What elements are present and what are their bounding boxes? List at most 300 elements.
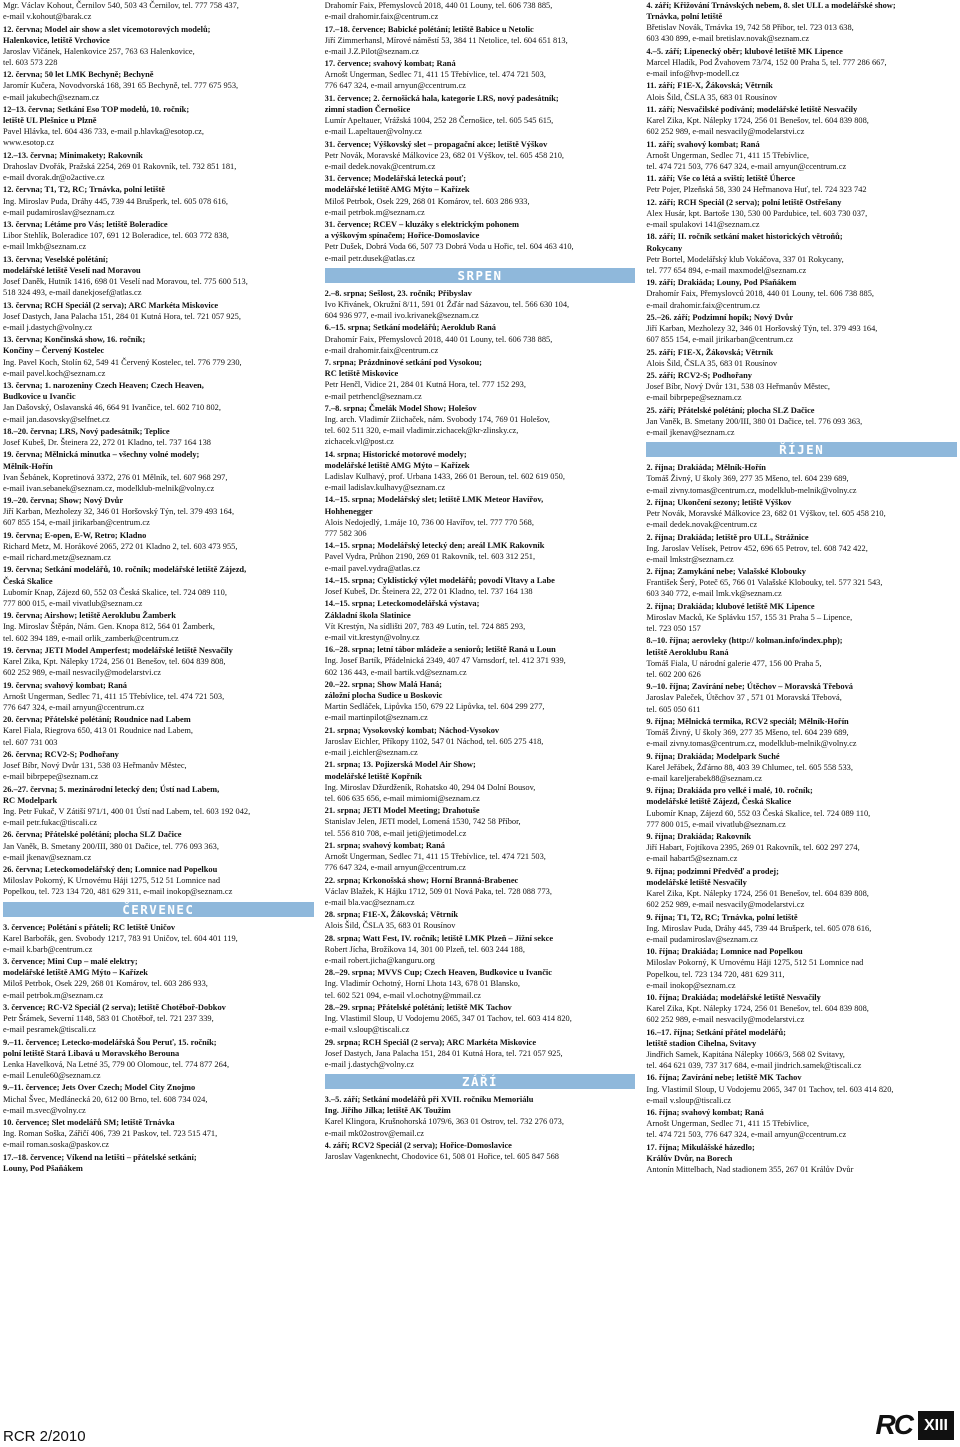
event-contact: Vít Krestýn, Na sídlišti 207, 783 49 Lutín, tel. 724 885 293, xyxy=(324,621,526,631)
event-heading: 25. září; RCV2-S; Podhořany xyxy=(646,371,752,381)
event-entry xyxy=(325,24,636,57)
event-entry xyxy=(325,967,636,1000)
event-contact: e-mail roman.soska@paskov.cz xyxy=(3,1140,110,1150)
event-heading: 11. září; Vše co létá a sviští; letiště Úherce xyxy=(646,174,796,184)
event-entry xyxy=(3,219,314,252)
event-heading: 12. června; 50 let LMK Bechyně; Bechyně xyxy=(3,70,154,80)
event-entry xyxy=(3,150,314,183)
event-contact: e-mail m.svec@volny.cz xyxy=(3,1105,86,1115)
event-contact: e-mail k.barb@centrum.cz xyxy=(3,944,93,954)
event-contact: 776 647 324, e-mail arnyun@ccentrum.cz xyxy=(3,702,145,712)
event-contact: Marcel Hladík, Pod Žvahovem 73/74, 152 00 Praha 5, tel. 777 286 667, xyxy=(646,57,887,67)
event-contact: tel. 602 511 320, e-mail vladimir.zichacek@kr-zlinsky.cz, xyxy=(324,426,519,436)
event-heading: Trnávka, polní letiště xyxy=(646,12,723,22)
event-heading: 9.–11. července; Jets Over Czech; Model City Znojmo xyxy=(3,1083,196,1093)
event-contact: Alois Šild, ČSLA 35, 683 01 Rousínov xyxy=(646,358,778,368)
event-heading: 19. června; JETI Model Amperfest; modelářské letiště Nesvačily xyxy=(3,645,233,655)
event-heading: Končiny – Červený Kostelec xyxy=(3,346,105,356)
event-heading: 31. července; Výškovský slet – propagační akce; letiště Výškov xyxy=(324,139,548,149)
event-contact: e-mail v.sloup@tiscali.cz xyxy=(324,1025,410,1035)
event-entry xyxy=(3,254,314,299)
event-contact: Jan Dašovský, Oslavanská 46, 664 91 Ivančice, tel. 602 710 802, xyxy=(3,403,221,413)
event-entry xyxy=(325,139,636,172)
event-entry xyxy=(3,530,314,563)
event-contact: e-mail kareljerabek88@seznam.cz xyxy=(646,773,762,783)
event-heading: 26.–27. června; 5. mezinárodní letecký den; Ústí nad Labem, xyxy=(3,784,220,794)
event-contact: 607 855 154, e-mail jirikarban@centrum.cz xyxy=(3,518,150,528)
event-entry xyxy=(325,1037,636,1070)
event-contact: e-mail bibrpepe@seznam.cz xyxy=(646,393,742,403)
event-entry xyxy=(646,1072,957,1105)
event-contact: e-mail v.sloup@tiscali.cz xyxy=(646,1095,731,1105)
event-heading: 13. června; 1. narozeniny Czech Heaven; Czech Heaven, xyxy=(3,381,204,391)
event-heading: Hohhenegger xyxy=(324,506,373,516)
event-entry xyxy=(325,403,636,448)
event-contact: Miloslav Pokorný, K Urnovému Háji 1275, 512 51 Lomnice nad xyxy=(3,876,221,886)
event-contact: Ing. Vlastimil Sloup, U Vodojemu 2065, 347 01 Tachov, tel. 603 414 820, xyxy=(646,1084,894,1094)
event-contact: Václav Blažek, K Hájku 1712, 509 01 Nová Paka, tel. 728 088 773, xyxy=(324,886,552,896)
event-entry xyxy=(3,680,314,713)
event-contact: tel. 777 654 894, e-mail maxmodel@seznam.cz xyxy=(646,265,807,275)
event-contact: Arnošt Ungerman, Sedlec 71, 411 15 Třebívlice, tel. 474 721 503, xyxy=(324,852,546,861)
event-heading: 18. září; II. ročník setkání maket historických větroňů; xyxy=(646,232,843,242)
event-heading: RC letiště Miskovice xyxy=(324,369,399,379)
event-heading: 21. srpna; JETI Model Meeting; Drahotuše xyxy=(324,806,480,816)
event-contact: Drahomír Faix, Přemyslovců 2018, 440 01 Louny, tel. 606 738 885, xyxy=(646,289,874,299)
event-entry xyxy=(646,104,957,137)
event-entry xyxy=(325,357,636,402)
event-entry xyxy=(646,46,957,79)
event-contact: e-mail petrhencl@seznam.cz xyxy=(324,391,422,401)
event-contact: Karel Zika, Kpt. Nálepky 1724, 256 01 Benešov, tel. 604 839 808, xyxy=(646,889,869,899)
event-entry xyxy=(3,956,314,1001)
event-contact: Petr Novák, Moravské Málkovice 23, 682 01 Výškov, tel. 605 458 210, xyxy=(646,509,886,518)
event-entry xyxy=(3,714,314,747)
event-heading: 2. října; Ukončení sezony; letiště Výškov xyxy=(646,497,792,507)
event-contact: 602 252 989, e-mail nesvacily@modelarstvi.cz xyxy=(3,668,161,678)
event-contact: Jan Vaněk, B. Smetany 200/III, 380 01 Dačice, tel. 776 093 363, xyxy=(3,841,219,851)
event-contact: Karel Fiala, Riegrova 650, 413 01 Roudnice nad Labem, xyxy=(3,726,194,736)
event-heading: 12–13. června; Setkání Eso TOP modelů, 10. ročník; xyxy=(3,104,190,114)
event-contact: tel. 606 635 656, e-mail mimiomi@seznam.cz xyxy=(324,793,480,803)
event-entry xyxy=(3,1082,314,1115)
event-entry xyxy=(325,173,636,218)
event-entry xyxy=(646,347,957,369)
event-contact: e-mail ivan.sebanek@seznam.cz, modelklub-melnik@volny.cz xyxy=(3,483,215,493)
event-heading: 11. září; svahový kombat; Raná xyxy=(646,139,760,149)
event-contact: 604 936 977, e-mail ivo.krivanek@seznam.cz xyxy=(324,311,479,321)
event-entry xyxy=(325,725,636,758)
event-heading: 20.–22. srpna; Show Malá Haná; xyxy=(324,679,442,689)
event-heading: Ing. Jiřího Jílka; letiště AK Toužim xyxy=(324,1106,451,1116)
event-contact: e-mail v.kohout@barak.cz xyxy=(3,12,92,22)
event-contact: e-mail pavel.vydra@atlas.cz xyxy=(324,563,421,573)
event-entry xyxy=(3,1152,314,1174)
event-entry xyxy=(3,1002,314,1035)
event-contact: tel. 464 621 039, 737 317 684, e-mail jindrich.samek@tiscali.cz xyxy=(646,1061,862,1071)
event-contact: Jiří Zimmerhansl, Mírové náměstí 53, 384 11 Netolice, tel. 604 651 813, xyxy=(324,35,568,45)
event-contact: e-mail pudamiroslav@seznam.cz xyxy=(646,934,758,944)
event-entry xyxy=(646,1027,957,1072)
column-1 xyxy=(3,0,314,1400)
event-contact: e-mail info@hvp-modell.cz xyxy=(646,69,740,79)
event-contact: e-mail jkenav@seznam.cz xyxy=(3,852,92,862)
event-contact: Petr Henčl, Vidice 21, 284 01 Kutná Hora, tel. 777 152 293, xyxy=(324,380,526,390)
event-heading: 19. června; svahový kombat; Raná xyxy=(3,680,127,690)
event-contact: Ing. arch. Vladimír Ziichaček, nám. Svobody 174, 769 01 Holešov, xyxy=(324,415,550,424)
event-entry xyxy=(3,104,314,149)
event-contact: Josef Bíbr, Nový Dvůr 131, 538 03 Heřmanův Městec, xyxy=(3,761,187,771)
event-heading: 12.–13. června; Minimakety; Rakovník xyxy=(3,150,143,160)
event-contact: Jiří Karban, Mezholezy 32, 346 01 Horšovský Týn, tel. 379 493 164, xyxy=(3,507,235,517)
event-heading: 7.–8. srpna; Čmelák Model Show; Holešov xyxy=(324,403,477,413)
event-heading: 28. srpna; Watt Fest, IV. ročník; letiště LMK Plzeň – Jižní sekce xyxy=(324,933,554,943)
event-contact: e-mail petr.dusek@atlas.cz xyxy=(324,253,415,263)
event-contact: Pavel Hlávka, tel. 604 436 733, e-mail p.hlavka@esotop.cz, xyxy=(3,127,204,137)
event-heading: 19. června; Airshow; letiště Aeroklubu Žamberk xyxy=(3,611,176,621)
event-contact: Josef Daněk, Hutník 1416, 698 01 Veselí nad Moravou, tel. 775 600 513, xyxy=(3,277,248,287)
event-contact: e-mail Lenule60@seznam.cz xyxy=(3,1071,101,1081)
event-entry xyxy=(646,231,957,276)
event-heading: 29. srpna; RCH Speciál (2 serva); ARC Markéta Miskovice xyxy=(324,1037,537,1047)
event-contact: Jaroslav Eichler, Příkopy 1102, 547 01 Náchod, tel. 605 275 418, xyxy=(324,736,544,746)
event-contact: Jiří Karban, Mezholezy 32, 346 01 Horšovský Týn, tel. 379 493 164, xyxy=(646,324,878,334)
event-heading: 7. srpna; Prázdninové setkání pod Vysokou; xyxy=(324,358,482,368)
event-contact: Drahomír Faix, Přemyslovců 2018, 440 01 Louny, tel. 606 738 885, xyxy=(324,334,553,344)
event-heading: Budkovice u Ivančic xyxy=(3,392,76,402)
event-heading: 9. října; podzimní Předvěď a prodej; xyxy=(646,866,779,876)
event-heading: 10. července; Slet modelářů SM; letiště Trnávka xyxy=(3,1118,175,1128)
event-contact: e-mail petrbok.m@seznam.cz xyxy=(3,990,104,1000)
event-contact: Karel Zika, Kpt. Nálepky 1724, 256 01 Benešov, tel. 604 839 808, xyxy=(3,657,226,667)
event-entry xyxy=(325,575,636,597)
event-contact: Arnošt Ungerman, Sedlec 71, 411 15 Třebívlice, tel. 474 721 503, xyxy=(324,70,546,80)
event-contact: Jaroslav Paleček, Útěchov 37 , 571 01 Moravská Třebová, xyxy=(646,693,842,703)
event-contact: Arnošt Ungerman, Sedlec 71, 411 15 Třebívlice, xyxy=(646,1119,809,1129)
event-entry xyxy=(3,829,314,862)
event-contact: Jaromír Kučera, Novodvorská 168, 391 65 Bechyně, tel. 777 675 953, xyxy=(3,81,239,91)
event-contact: e-mail inokop@seznam.cz xyxy=(646,980,736,990)
event-contact: Břetislav Novák, Trnávka 19, 742 58 Příbor, tel. 723 013 638, xyxy=(646,23,854,33)
event-heading: polní letiště Stará Libavá u Moravského Berouna xyxy=(3,1048,180,1058)
event-heading: 17.–18. července; Babické polétání; letiště Babice u Netolic xyxy=(324,24,534,34)
event-heading: 25.–26. září; Podzimní hopík; Nový Dvůr xyxy=(646,312,794,322)
event-contact: Miloslav Pokorný, K Urnovému Háji 1275, 512 51 Lomnice nad xyxy=(646,958,864,968)
event-heading: 21. srpna; Vysokovský kombat; Náchod-Vysokov xyxy=(324,725,500,735)
event-entry xyxy=(325,909,636,931)
event-contact: Drahomír Faix, Přemyslovců 2018, 440 01 Louny, tel. 606 738 885, xyxy=(324,1,553,10)
event-entry xyxy=(3,69,314,102)
event-entry xyxy=(646,566,957,599)
event-heading: Rokycany xyxy=(646,243,683,253)
event-contact: tel. 602 521 094, e-mail vl.ochotny@mmail.cz xyxy=(324,990,482,1000)
event-contact: Karel Zika, Kpt. Nálepky 1724, 256 01 Benešov, tel. 604 839 808, xyxy=(646,1004,869,1014)
event-contact: e-mail habart5@seznam.cz xyxy=(646,854,738,864)
event-entry xyxy=(325,322,636,355)
event-heading: 6.–15. srpna; Setkání modelářů; Aeroklub Raná xyxy=(324,323,496,333)
event-entry xyxy=(3,334,314,379)
event-entry xyxy=(646,197,957,230)
event-heading: 12. září; RCH Speciál (2 serva); polní letiště Ostřešany xyxy=(646,197,842,207)
event-heading: 17.–18. července; Víkend na letišti – přátelské setkání; xyxy=(3,1152,197,1162)
event-heading: 2. října; Drakiáda; klubové letiště MK Lipence xyxy=(646,601,815,611)
event-heading: 19. září; Drakiáda; Louny, Pod Pšaňákem xyxy=(646,278,797,288)
event-contact: Ing. Vlastimil Sloup, U Vodojemu 2065, 347 01 Tachov, tel. 603 414 820, xyxy=(324,1014,572,1024)
event-contact: Lubomír Knap, Zájezd 60, 552 03 Česká Skalice, tel. 724 089 110, xyxy=(3,587,227,597)
event-contact: e-mail J.Z.Pilot@seznam.cz xyxy=(324,46,419,56)
event-heading: 11. září; Nesvačilské podívání; modelářské letiště Nesvačily xyxy=(646,104,858,114)
event-heading: 3.–5. září; Setkání modelářů při XVII. ročníku Memoriálu xyxy=(324,1095,534,1105)
event-heading: modelářské letiště AMG Mýto – Kařízek xyxy=(324,185,470,195)
event-contact: e-mail martinpilot@seznam.cz xyxy=(324,713,428,723)
month-header: ŘÍJEN xyxy=(646,442,957,457)
event-heading: 3. července; Mini Cup – malé elektry; xyxy=(3,957,138,967)
event-contact: e-mail petrbok.m@seznam.cz xyxy=(324,207,425,217)
event-entry xyxy=(646,946,957,991)
event-entry xyxy=(646,277,957,310)
event-contact: Josef Kubeš, Dr. Šteinera 22, 272 01 Kladno, tel. 737 164 138 xyxy=(324,587,533,597)
event-entry xyxy=(3,922,314,955)
event-contact: Jan Vaněk, B. Smetany 200/III, 380 01 Dačice, tel. 776 093 363, xyxy=(646,416,863,426)
event-entry xyxy=(325,0,636,22)
event-contact: www.esotop.cz xyxy=(3,138,55,148)
event-entry xyxy=(646,532,957,565)
event-contact: 777 800 015, e-mail vivatlub@seznam.cz xyxy=(3,598,143,608)
event-heading: RC Modelpark xyxy=(3,795,58,805)
event-entry xyxy=(3,784,314,829)
event-contact: Pavel Vydra, Průhon 2190, 269 01 Rakovník, tel. 603 312 251, xyxy=(324,552,536,562)
event-entry xyxy=(325,540,636,573)
event-contact: Alex Husár, kpt. Bartoše 130, 530 00 Pardubice, tel. 603 730 037, xyxy=(646,208,868,218)
event-heading: 19. června; Mělnická minutka – všechny volné modely; xyxy=(3,450,200,460)
event-heading: 3. července; Polétání s přáteli; RC letiště Uničov xyxy=(3,922,176,932)
event-heading: 4. září; Křižování Trnávských nebem, 8. slet ULL a modelářské show; xyxy=(646,1,896,10)
event-contact: 602 252 989, e-mail nesvacily@modelarstvi.cz xyxy=(646,900,805,910)
event-heading: 12. června; T1, T2, RC; Trnávka, polní letiště xyxy=(3,185,165,195)
event-entry xyxy=(646,601,957,634)
event-contact: Tomáš Živný, U školy 369, 277 35 Mšeno, tel. 604 239 689, xyxy=(646,728,849,738)
event-heading: 16.–17. října; Setkání přátel modelářů; xyxy=(646,1027,786,1037)
event-heading: Česká Skalice xyxy=(3,576,53,586)
event-entry xyxy=(646,497,957,530)
event-contact: tel. 474 721 503, 776 647 324, e-mail arnyun@ccentrum.cz xyxy=(646,1130,847,1140)
event-heading: modelářské letiště AMG Mýto – Kařízek xyxy=(3,968,148,978)
event-entry xyxy=(646,370,957,403)
event-contact: e-mail lmkstr@seznam.cz xyxy=(646,554,734,564)
event-contact: Ing. Jaroslav Velísek, Petrov 452, 696 65 Petrov, tel. 608 742 422, xyxy=(646,543,868,553)
event-contact: Ing. Vladimír Ochotný, Horní Lhota 143, 678 01 Blansko, xyxy=(324,979,520,989)
event-contact: e-mail L.apeltauer@volny.cz xyxy=(324,127,422,137)
event-contact: 603 430 899, e-mail bretislav.novak@seznam.cz xyxy=(646,34,810,44)
event-entry xyxy=(325,759,636,804)
event-entry xyxy=(646,139,957,172)
event-contact: e-mail drahomir.faix@centrum.cz xyxy=(324,345,439,355)
event-heading: 2. října; Drakiáda; Mělník-Hořín xyxy=(646,463,766,473)
event-entry xyxy=(325,840,636,873)
event-heading: 26. června; RCV2-S; Podhořany xyxy=(3,749,119,759)
event-contact: 777 582 306 xyxy=(324,528,367,538)
event-heading: 16. října; Zavírání nebe; letiště MK Tachov xyxy=(646,1073,802,1083)
event-heading: záložní plocha Sudice u Boskovic xyxy=(324,691,443,701)
event-entry xyxy=(3,0,314,22)
event-contact: Jaroslav Vičánek, Halenkovice 257, 763 63 Halenkovice, xyxy=(3,46,195,56)
event-contact: Robert Jícha, Brožíkova 14, 301 00 Plzeň, tel. 603 244 188, xyxy=(324,944,525,954)
event-contact: e-mail zivny.tomas@centrum.cz, modelklub-melnik@volny.cz xyxy=(646,485,857,495)
event-contact: Karel Jeřábek, Žďárno 88, 403 39 Chlumec, tel. 605 558 533, xyxy=(646,762,853,772)
event-heading: 28.–29. srpna; MVVS Cup; Czech Heaven, Budkovice u Ivančic xyxy=(324,968,552,978)
event-contact: Ing. Miroslav Štěpán, Nám. Gen. Knopa 812, 564 01 Žamberk, xyxy=(3,622,215,632)
event-heading: letiště UL Plešnice u Plzně xyxy=(3,116,97,126)
event-entry xyxy=(325,449,636,494)
event-entry xyxy=(646,831,957,864)
event-heading: 19. června; Setkání modelářů, 10. ročník; modelářské letiště Zájezd, xyxy=(3,565,247,575)
event-contact: 602 136 443, e-mail bartik.vd@seznam.cz xyxy=(324,667,467,677)
event-heading: modelářské letiště AMG Mýto – Kařízek xyxy=(324,460,470,470)
event-entry xyxy=(3,449,314,494)
event-contact: e-mail zivny.tomas@centrum.cz, modelklub-melnik@volny.cz xyxy=(646,739,857,749)
event-contact: Josef Kubeš, Dr. Šteinera 22, 272 01 Kladno, tel. 737 164 138 xyxy=(3,438,211,447)
event-contact: Ivan Šebánek, Kopretinová 3372, 276 01 Mělník, tel. 607 968 297, xyxy=(3,472,228,482)
event-heading: 9. října; Drakiáda; Modelpark Suché xyxy=(646,751,780,761)
event-contact: e-mail vit.krestyn@volny.cz xyxy=(324,632,420,642)
event-contact: tel. 602 394 189, e-mail orlik_zamberk@centrum.cz xyxy=(3,633,179,643)
event-entry xyxy=(3,184,314,217)
event-entry xyxy=(325,805,636,838)
event-heading: 9.–11. července; Letecko-modelářská Šou Peruť, 15. ročník; xyxy=(3,1037,217,1047)
event-entry xyxy=(3,426,314,448)
month-header: SRPEN xyxy=(325,268,636,283)
event-heading: 22. srpna; Krkonošská show; Horní Branná-Brabenec xyxy=(324,875,519,885)
event-entry xyxy=(325,644,636,677)
event-contact: e-mail dvorak.dr@o2active.cz xyxy=(3,173,105,183)
event-heading: 28. srpna; F1E-X, Žákovská; Větrník xyxy=(324,910,459,920)
event-contact: Petr Novák, Moravské Málkovice 23, 682 01 Výškov, tel. 605 458 210, xyxy=(324,150,565,160)
event-contact: e-mail petr.fukac@tiscali.cz xyxy=(3,818,97,828)
event-entry xyxy=(646,312,957,345)
event-contact: e-mail jakubech@seznam.cz xyxy=(3,92,100,102)
event-heading: 31. července; 2. černošická hala, kategorie LRS, nový padesátník; xyxy=(324,93,559,103)
event-contact: Lumír Apeltauer, Vrážská 1004, 252 28 Černošice, tel. 605 545 615, xyxy=(324,116,554,126)
event-heading: modelářské letiště Veselí nad Moravou xyxy=(3,265,141,275)
column-2 xyxy=(325,0,636,1400)
event-contact: František Šerý, Poteč 65, 766 01 Valašské Klobouky, tel. 577 321 543, xyxy=(646,578,883,588)
event-heading: 9. října; T1, T2, RC; Trnávka, polní letiště xyxy=(646,912,798,922)
event-contact: Jiří Habart, Fojtíkova 2395, 269 01 Rakovník, tel. 602 297 274, xyxy=(646,843,860,853)
event-contact: e-mail drahomir.faix@centrum.cz xyxy=(324,12,439,22)
event-contact: Jindřich Samek, Kapitána Nálepky 1066/3, 568 02 Svitavy, xyxy=(646,1049,845,1059)
event-entry xyxy=(646,866,957,911)
event-contact: e-mail spulakovi 141@seznam.cz xyxy=(646,220,760,230)
event-entry xyxy=(646,912,957,945)
event-heading: Mělník-Hořín xyxy=(3,461,53,471)
event-heading: 8.–10. října; aerovleky (http:// kolman.info/index.php); xyxy=(646,636,843,646)
event-heading: Halenkovice, letiště Vrchovice xyxy=(3,35,110,45)
event-heading: 26. června; Přátelské polétání; plocha SLZ Dačice xyxy=(3,830,182,840)
event-heading: 11. září; F1E-X, Žákovská; Větrník xyxy=(646,81,773,91)
event-entry xyxy=(3,864,314,897)
event-contact: 776 647 324, e-mail arnyun@ccentrum.cz xyxy=(324,81,466,91)
event-heading: 20. června; Přátelské polétání; Roudnice nad Labem xyxy=(3,715,191,725)
event-contact: Ing. Miroslav Džurdženík, Rohatsko 40, 294 04 Dolní Bousov, xyxy=(324,782,536,792)
event-heading: 14. srpna; Historické motorové modely; xyxy=(324,449,467,459)
event-entry xyxy=(646,635,957,680)
event-contact: e-mail pesramek@tiscali.cz xyxy=(3,1025,96,1035)
event-contact: 777 800 015, e-mail vivatlub@seznam.cz xyxy=(646,819,786,829)
event-contact: e-mail dedek.novak@centrum.cz xyxy=(324,161,436,171)
event-entry xyxy=(325,219,636,264)
event-entry xyxy=(325,679,636,724)
event-heading: 17. října; Mikulášské házedlo; xyxy=(646,1142,755,1152)
event-contact: Ing. Miroslav Puda, Dráhy 445, 739 44 Brušperk, tel. 605 078 616, xyxy=(3,196,228,206)
event-contact: Tomáš Živný, U školy 369, 277 35 Mšeno, tel. 604 239 689, xyxy=(646,474,849,484)
event-contact: Josef Dastych, Jana Palacha 151, 284 01 Kutná Hora, tel. 721 057 925, xyxy=(3,311,241,321)
event-entry xyxy=(3,300,314,333)
event-entry xyxy=(646,716,957,749)
event-entry xyxy=(646,173,957,195)
event-contact: e-mail ladislav.kulhavy@seznam.cz xyxy=(324,483,446,493)
event-heading: 13. června; Veselské polétání; xyxy=(3,254,109,264)
event-heading: 19. června; E-open, E-W, Retro; Kladno xyxy=(3,530,147,540)
event-contact: tel. 723 050 157 xyxy=(646,624,701,634)
event-contact: Miroslav Macků, Ke Splávku 157, 155 31 Praha 5 – Lipence, xyxy=(646,612,853,622)
event-contact: Miloš Petrbok, Osek 229, 268 01 Komárov, tel. 603 286 933, xyxy=(324,196,530,206)
column-3 xyxy=(646,0,957,1400)
event-contact: Ing. Miroslav Puda, Dráhy 445, 739 44 Brušperk, tel. 605 078 616, xyxy=(646,923,872,933)
event-heading: 21. srpna; svahový kombat; Raná xyxy=(324,840,445,850)
event-heading: 2.–8. srpna; Sešlost, 23. ročník; Přibyslav xyxy=(324,288,472,298)
event-entry xyxy=(3,1037,314,1082)
event-contact: e-mail dedek.novak@centrum.cz xyxy=(646,520,758,530)
event-contact: tel. 474 721 503, 776 647 324, e-mail arnyun@ccentrum.cz xyxy=(646,161,847,171)
event-contact: e-mail j.dastych@volny.cz xyxy=(3,322,93,332)
event-entry xyxy=(325,288,636,321)
event-contact: Michal Švec, Medlánecká 20, 612 00 Brno, tel. 608 734 024, xyxy=(3,1094,208,1104)
month-header: ČERVENEC xyxy=(3,902,314,917)
event-heading: letiště stadion Cihelna, Svitavy xyxy=(646,1038,757,1048)
event-heading: a výškovým spínačem; Hořice-Domoslavice xyxy=(324,231,480,241)
event-heading: 9. října; Drakiáda; Rakovník xyxy=(646,832,752,842)
event-entry xyxy=(3,610,314,643)
event-heading: 10. října; Drakiáda; modelářské letiště Nesvačily xyxy=(646,993,821,1002)
event-heading: 25. září; Přátelské polétání; plocha SLZ Dačice xyxy=(646,405,815,415)
event-contact: Martin Sedláček, Lipůvka 150, 679 22 Lipůvka, tel. 604 299 277, xyxy=(324,702,545,712)
event-heading: 26. června; Leteckomodelářský den; Lomnice nad Popelkou xyxy=(3,865,218,875)
event-contact: Mgr. Václav Kohout, Černilov 540, 503 43 Černilov, tel. 777 758 437, xyxy=(3,1,239,10)
event-contact: Ing. Petr Fukač, V Zátiší 971/1, 400 01 Ústí nad Labem, tel. 603 192 042, xyxy=(3,806,251,816)
event-heading: 3. července; RC-V2 Speciál (2 serva); letiště Chotěboř-Dobkov xyxy=(3,1002,226,1012)
event-contact: Alois Šild, ČSLA 35, 683 01 Rousínov xyxy=(324,921,456,931)
event-contact: Petr Bortel, Modelářský klub Vokáčova, 337 01 Rokycany, xyxy=(646,254,844,264)
event-contact: e-mail bla.vac@seznam.cz xyxy=(324,897,415,907)
event-contact: e-mail richard.metz@seznam.cz xyxy=(3,553,111,563)
event-contact: 776 647 324, e-mail arnyun@ccentrum.cz xyxy=(324,863,466,873)
event-entry xyxy=(646,681,957,714)
event-contact: Ing. Roman Soška, Zářičí 406, 739 21 Paskov, tel. 723 515 471, xyxy=(3,1129,218,1139)
event-contact: 518 324 493, e-mail danekjosef@atlas.cz xyxy=(3,288,142,298)
event-entry xyxy=(646,0,957,45)
event-entry xyxy=(325,1094,636,1139)
event-contact: Karel Klingora, Krušnohorská 1079/6, 363 01 Ostrov, tel. 732 276 073, xyxy=(324,1117,564,1127)
event-contact: Miloš Petrbok, Osek 229, 268 01 Komárov, tel. 603 286 933, xyxy=(3,979,208,989)
event-entry xyxy=(646,80,957,102)
event-entry xyxy=(3,645,314,678)
event-contact: e-mail j.eichler@seznam.cz xyxy=(324,748,418,758)
event-entry xyxy=(646,1107,957,1140)
event-heading: 14.–15. srpna; Cyklistický výlet modelářů; povodí Vltavy a Labe xyxy=(324,575,555,585)
event-contact: e-mail mk02ostrov@email.cz xyxy=(324,1128,425,1138)
event-heading: 21. srpna; 13. Pojizerská Model Air Show; xyxy=(324,760,476,770)
event-contact: e-mail pavel.koch@seznam.cz xyxy=(3,368,106,378)
